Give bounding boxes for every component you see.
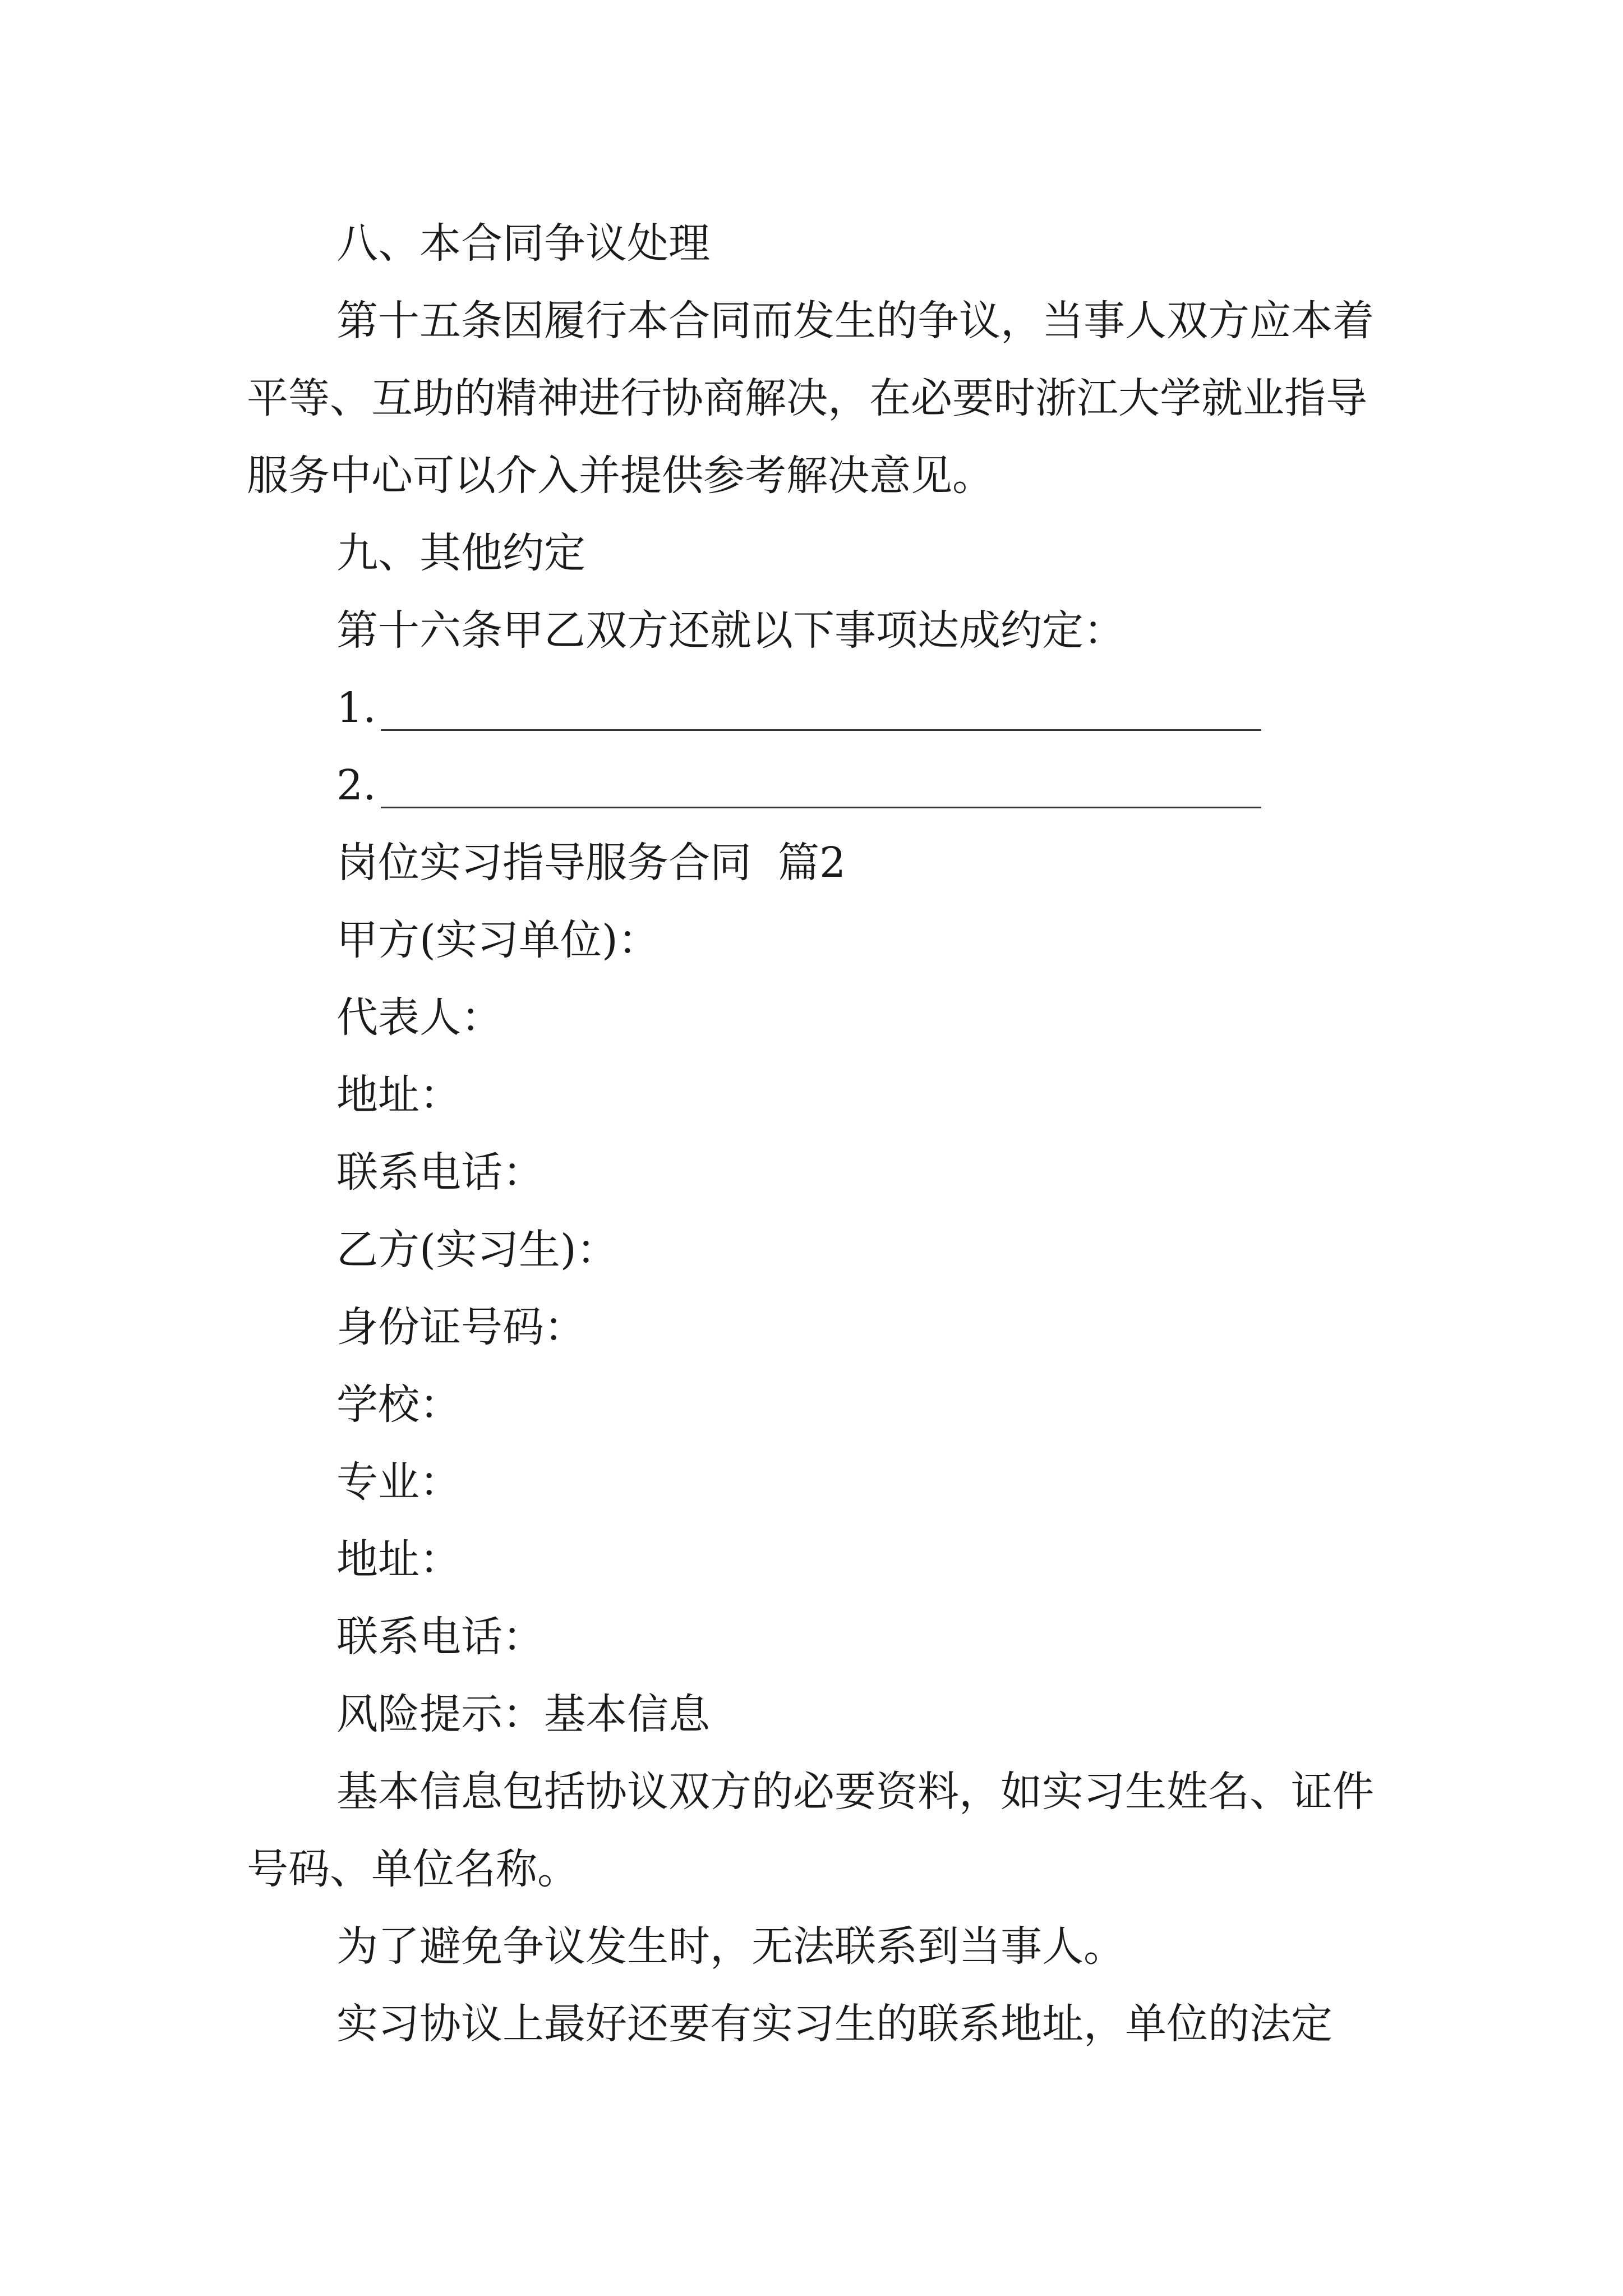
blank-item-1 (247, 669, 1391, 747)
major-label: 专业： (336, 1458, 461, 1506)
blank-underline (381, 807, 1261, 808)
article-16-paragraph: 第十六条甲乙双方还就以下事项达成约定： (336, 606, 1125, 655)
blank-underline (381, 729, 1261, 731)
phone-a-label: 联系电话： (336, 1148, 544, 1197)
document-page (247, 205, 1391, 2063)
risk-paragraph-1: 基本信息包括协议双方的必要资料，如实习生姓名、证件号码、单位名称。 (247, 1768, 1374, 1893)
blank-item-number: 2. (336, 761, 376, 809)
risk-paragraph-2: 为了避免争议发生时，无法联系到当事人。 (336, 1922, 1125, 1971)
section-heading-dispute: 八、本合同争议处理 (336, 219, 710, 268)
school-label: 学校： (336, 1381, 461, 1429)
party-b-label: 乙方(实习生)： (336, 1226, 618, 1274)
party-a-label: 甲方(实习单位)： (336, 916, 660, 964)
risk-paragraph-3: 实习协议上最好还要有实习生的联系地址，单位的法定 (336, 2000, 1332, 2048)
representative-label: 代表人： (336, 993, 502, 1042)
article-15-paragraph: 第十五条因履行本合同而发生的争议，当事人双方应本着平等、互助的精神进行协商解决，在必要时浙江大学就业指导服务中心可以介入并提供参考解决意见。 (247, 297, 1374, 500)
blank-item-number: 1. (336, 684, 376, 732)
section-heading-other: 九、其他约定 (336, 529, 585, 577)
address-b-label: 地址： (336, 1535, 461, 1584)
address-a-label: 地址： (336, 1071, 461, 1119)
blank-item-2 (247, 747, 1391, 824)
id-number-label: 身份证号码： (336, 1303, 585, 1351)
risk-heading: 风险提示：基本信息 (336, 1690, 710, 1738)
phone-b-label: 联系电话： (336, 1613, 544, 1661)
contract-title: 岗位实习指导服务合同 篇2 (336, 839, 846, 887)
